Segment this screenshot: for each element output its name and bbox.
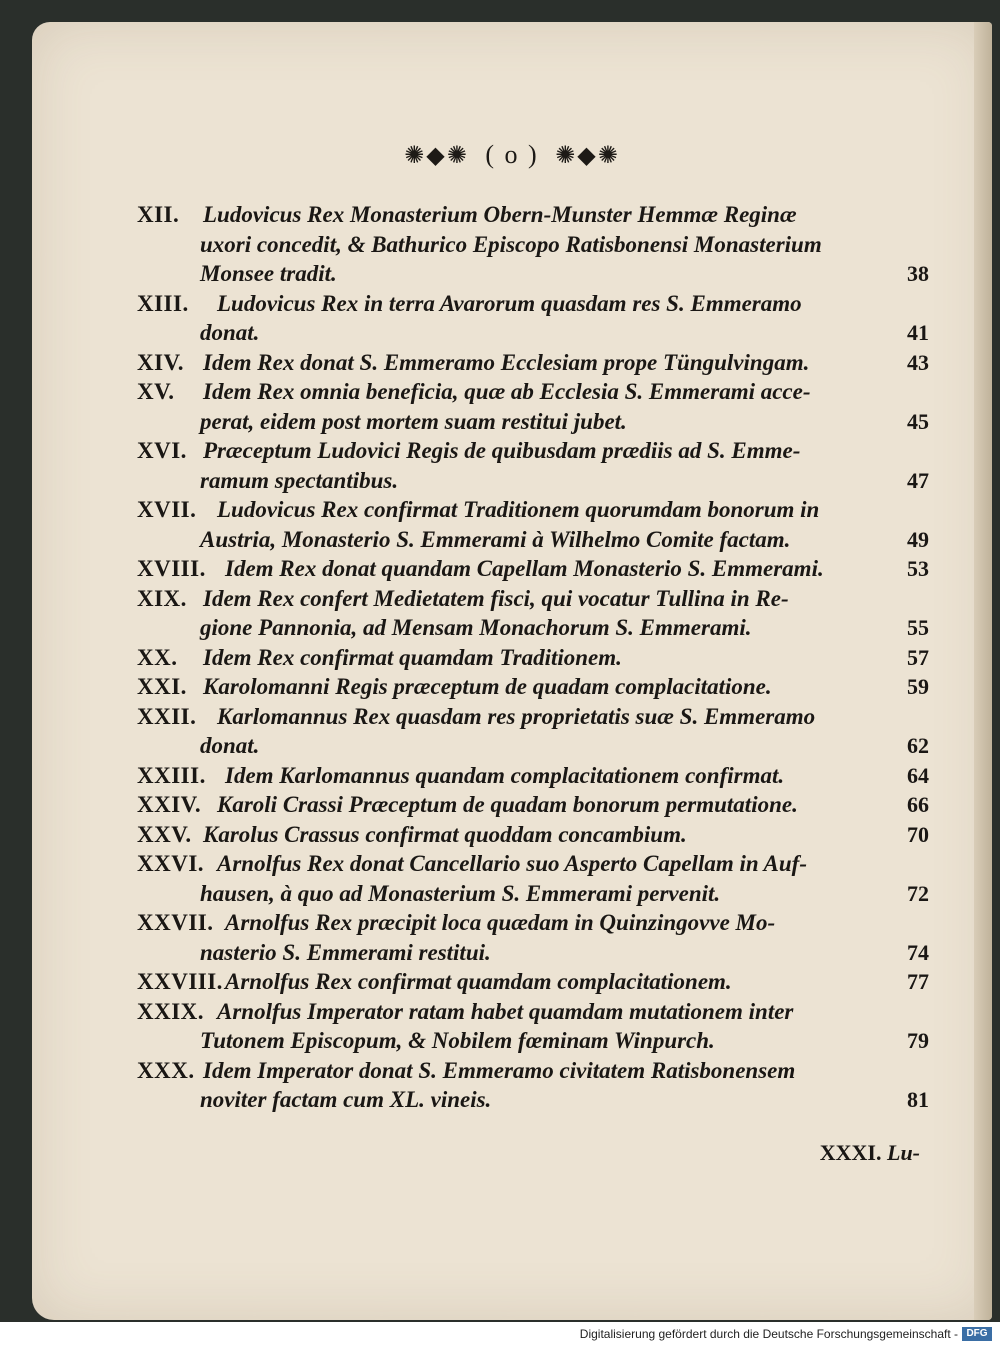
entry-text: Idem Rex confert Medietatem fisci, qui vocatur Tullina in Re- [203, 585, 789, 611]
toc-entry [137, 436, 927, 495]
entry-text: hausen, à quo ad Monasterium S. Emmerami pervenit. [200, 880, 721, 906]
toc-entry [137, 348, 927, 378]
entry-number: XXVII. [137, 910, 214, 935]
entry-text: nasterio S. Emmerami restitui. [200, 939, 491, 965]
toc-line [137, 967, 927, 997]
toc-line [137, 1056, 927, 1086]
toc-entry [137, 200, 927, 289]
entry-text: Ludovicus Rex Monasterium Obern-Munster Hemmæ Reginæ [203, 202, 797, 227]
entry-page-number: 62 [907, 733, 929, 758]
toc-line [137, 436, 927, 466]
toc-line [137, 230, 927, 260]
entry-number: XIV. [137, 349, 184, 375]
entry-text: Ludovicus Rex confirmat Traditionem quorumdam bonorum in [217, 497, 820, 522]
entry-page-number: 55 [907, 615, 929, 640]
toc-line [137, 1026, 927, 1056]
toc-line [137, 613, 927, 643]
entry-number: XVII. [137, 497, 197, 522]
toc-entry [137, 643, 927, 673]
entry-text: noviter factam cum XL. vineis. [200, 1087, 492, 1112]
toc-line [137, 643, 927, 673]
toc-line [137, 525, 927, 555]
entry-text: Ludovicus Rex in terra Avarorum quasdam res S. Emmeramo [217, 290, 802, 316]
entry-text: Arnolfus Rex donat Cancellario suo Asperto Capellam in Auf- [217, 851, 808, 876]
toc-entry [137, 584, 927, 643]
entry-number: XVIII. [137, 556, 206, 581]
entry-page-number: 53 [907, 556, 929, 581]
entry-text: donat. [200, 733, 260, 758]
toc-line [137, 997, 927, 1027]
entry-text: ramum spectantibus. [200, 467, 399, 493]
toc-line [137, 348, 927, 378]
toc-entry [137, 908, 927, 967]
toc-entry [137, 495, 927, 554]
entry-text: Karolus Crassus confirmat quoddam concambium. [203, 821, 687, 847]
entry-page-number: 49 [907, 526, 929, 552]
entry-text: Idem Rex confirmat quamdam Traditionem. [203, 644, 622, 670]
toc-entry [137, 702, 927, 761]
entry-text: Karolomanni Regis præceptum de quadam complacitatione. [203, 674, 772, 699]
entry-text: Idem Rex donat S. Emmeramo Ecclesiam prope Tüngulvingam. [203, 349, 810, 375]
toc-line [137, 731, 927, 761]
entry-number: XII. [137, 202, 180, 227]
entry-text: gione Pannonia, ad Mensam Monachorum S. Emmerami. [200, 615, 752, 640]
entry-number: XVI. [137, 438, 187, 463]
catchword-number: XXXI. [819, 1140, 882, 1165]
entry-page-number: 45 [907, 408, 929, 434]
toc-line [137, 259, 927, 289]
digitization-footer [0, 1322, 1000, 1347]
toc-line [137, 289, 927, 319]
toc-line [137, 200, 927, 230]
entry-page-number: 72 [907, 880, 929, 906]
entry-page-number: 74 [907, 939, 929, 965]
entry-page-number: 70 [907, 821, 929, 847]
entry-number: XX. [137, 644, 178, 670]
page-number: ( o ) [485, 140, 539, 169]
entry-text: Arnolfus Rex præcipit loca quædam in Quinzingovve Mo- [225, 910, 776, 935]
page-header [32, 140, 992, 170]
entry-page-number: 41 [907, 320, 929, 345]
entry-number: XXI. [137, 674, 187, 699]
catchword-text: Lu- [887, 1140, 920, 1165]
toc-line [137, 879, 927, 909]
entry-number: XXV. [137, 821, 192, 847]
toc-entry [137, 1056, 927, 1115]
toc-line [137, 849, 927, 879]
toc-entry [137, 849, 927, 908]
toc-entry [137, 377, 927, 436]
entry-text: Tutonem Episcopum, & Nobilem fœminam Winpurch. [200, 1028, 715, 1053]
toc-line [137, 466, 927, 496]
entry-text: Idem Karlomannus quandam complacitationem confirmat. [225, 762, 785, 788]
entry-number: XIII. [137, 290, 189, 316]
entry-page-number: 47 [907, 467, 929, 493]
toc-entry [137, 289, 927, 348]
toc-line [137, 407, 927, 437]
entry-number: XXII. [137, 703, 197, 729]
toc-line [137, 1085, 927, 1115]
toc-line [137, 584, 927, 614]
entry-text: Præceptum Ludovici Regis de quibusdam prædiis ad S. Emme- [203, 438, 801, 463]
entry-number: XXVIII. [137, 969, 223, 994]
toc-entry [137, 672, 927, 702]
left-ornament: ✺◆✺ [404, 141, 469, 169]
toc-line [137, 554, 927, 584]
entry-page-number: 43 [907, 349, 929, 375]
entry-page-number: 64 [907, 762, 929, 788]
entry-text: Arnolfus Rex confirmat quamdam complacitationem. [225, 969, 732, 994]
right-ornament: ✺◆✺ [555, 141, 620, 169]
entry-text: Arnolfus Imperator ratam habet quamdam mutationem inter [217, 998, 794, 1024]
entry-page-number: 57 [907, 644, 929, 670]
toc-entry [137, 790, 927, 820]
toc-line [137, 938, 927, 968]
toc-entry [137, 761, 927, 791]
entry-number: XXIV. [137, 792, 202, 817]
entry-page-number: 59 [907, 674, 929, 699]
toc-line [137, 761, 927, 791]
footer-text: Digitalisierung gefördert durch die Deutsche Forschungsgemeinschaft - [579, 1327, 958, 1341]
book-page [32, 22, 992, 1320]
entry-text: donat. [200, 320, 260, 345]
toc-entry [137, 967, 927, 997]
entry-text: uxori concedit, & Bathurico Episcopo Ratisbonensi Monasterium [200, 231, 822, 257]
toc-entry [137, 820, 927, 850]
entry-page-number: 77 [907, 969, 929, 994]
entry-text: Karlomannus Rex quasdam res proprietatis suæ S. Emmeramo [217, 703, 816, 729]
entry-page-number: 38 [907, 261, 929, 286]
entry-page-number: 79 [907, 1028, 929, 1053]
toc-line [137, 318, 927, 348]
entry-text: Austria, Monasterio S. Emmerami à Wilhelmo Comite factam. [200, 526, 791, 552]
entry-text: Idem Rex omnia beneficia, quæ ab Ecclesia S. Emmerami acce- [203, 379, 811, 404]
toc-line [137, 377, 927, 407]
toc-line [137, 820, 927, 850]
entry-text: Karoli Crassi Præceptum de quadam bonorum permutatione. [217, 792, 798, 817]
entry-page-number: 81 [907, 1087, 929, 1112]
entry-number: XXIII. [137, 762, 206, 788]
toc-line [137, 495, 927, 525]
entry-number: XXVI. [137, 851, 205, 876]
entry-page-number: 66 [907, 792, 929, 817]
toc-entry [137, 997, 927, 1056]
entry-text: perat, eidem post mortem suam restitui jubet. [200, 408, 627, 434]
entry-number: XXX. [137, 1057, 195, 1083]
toc-line [137, 702, 927, 732]
toc-line [137, 672, 927, 702]
toc-entry [137, 554, 927, 584]
entry-number: XV. [137, 379, 175, 404]
catchword [820, 1140, 920, 1166]
entry-number: XXIX. [137, 998, 205, 1024]
toc-line [137, 908, 927, 938]
toc-line [137, 790, 927, 820]
page-spine [974, 22, 992, 1320]
dfg-logo: DFG [962, 1327, 992, 1341]
entry-number: XIX. [137, 585, 187, 611]
entry-text: Idem Imperator donat S. Emmeramo civitatem Ratisbonensem [203, 1057, 796, 1083]
entry-text: Monsee tradit. [200, 261, 337, 286]
entry-text: Idem Rex donat quandam Capellam Monasterio S. Emmerami. [225, 556, 824, 581]
